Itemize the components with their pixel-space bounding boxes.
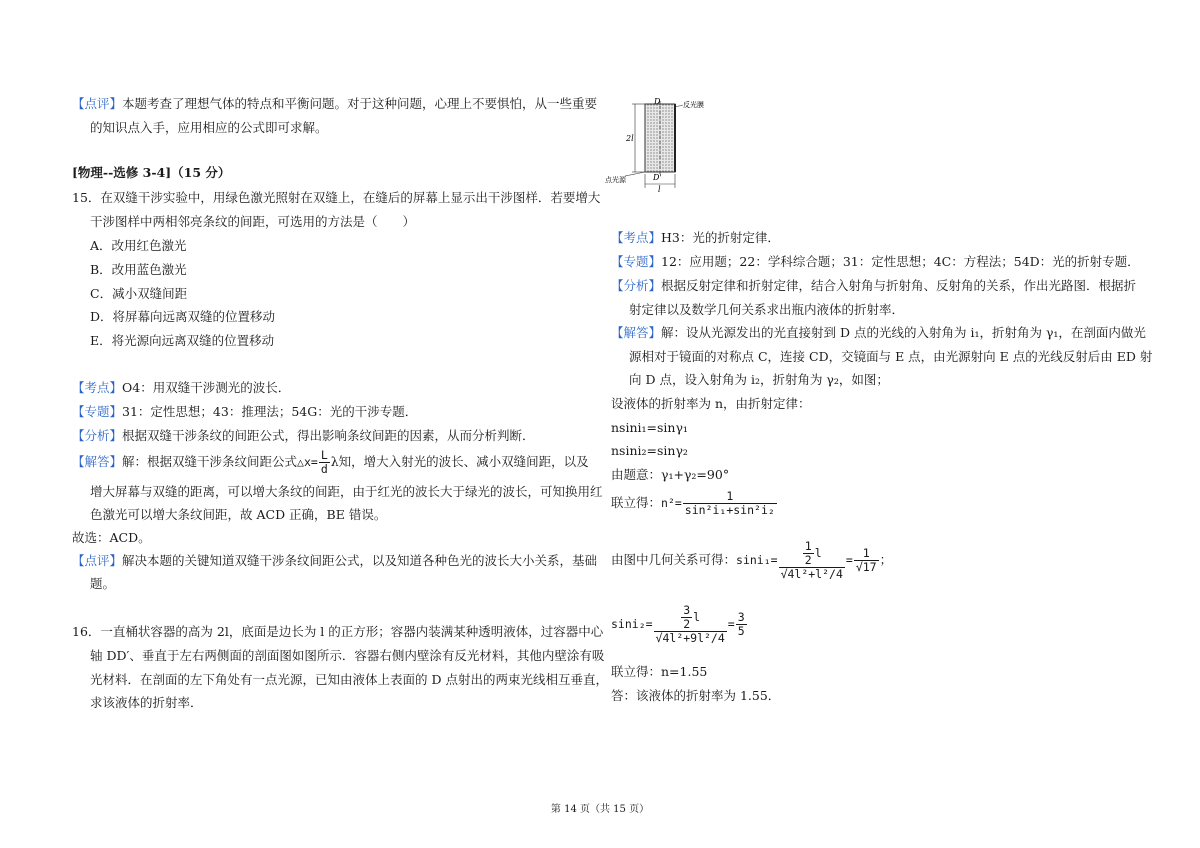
r-kaodian-text: H3：光的折射定律． <box>661 230 780 245</box>
q15-option-d: D．将屏幕向远离双缝的位置移动 <box>90 309 276 324</box>
page-footer: 第 14 页（共 15 页） <box>550 804 650 815</box>
formula-delta-x: △x= <box>297 455 318 469</box>
r-zhuanti-text: 12：应用题；22：学科综合题；31：定性思想；4C：方程法；54D：光的折射专题． <box>661 254 1140 269</box>
label-mirror: 反光膜 <box>683 101 704 109</box>
formula-sini1-fraction: $\frac{1}{2}$ l √4l²+l²/4 <box>780 539 843 581</box>
formula-sini1: sini₁= <box>736 553 778 567</box>
r-zhuanti-tag: 【专题】 <box>611 254 662 269</box>
q15-line2: 干涉图样中两相邻亮条纹的间距，可选用的方法是（ ） <box>90 214 416 229</box>
label-l: l <box>658 185 661 194</box>
r-jieda-text: 解：设从光源发出的光直接射到 D 点的光线的入射角为 i₁，折射角为 γ₁，在剖面内做光 <box>661 325 1146 340</box>
container-cross-section-figure <box>605 98 715 194</box>
r-line8-pre: 联立得： <box>611 495 662 510</box>
zhuanti-text: 31：定性思想；43：推理法；54G：光的干涉专题． <box>122 404 418 419</box>
jieda-line2: 增大屏幕与双缝的距离，可以增大条纹的间距，由于红光的波长大于绿光的波长，可知换用红 <box>90 484 603 499</box>
q15-option-a: A．改用红色激光 <box>90 238 187 253</box>
formula-sini2: sini₂= <box>611 617 653 631</box>
q16-line4: 求该液体的折射率． <box>90 695 203 710</box>
q16-line3: 光材料．在剖面的左下角处有一点光源，已知由液体上表面的 D 点射出的两束光线相互垂直， <box>90 672 608 687</box>
r-line4: 设液体的折射率为 n，由折射定律： <box>611 396 811 411</box>
r-jieda-line2: 源相对于镜面的对称点 C，连接 CD，交镜面与 E 点，由光源射向 E 点的光线反射后由 ED 射 <box>629 349 1153 364</box>
fenxi-tag: 【分析】 <box>72 428 123 443</box>
jieda-tag: 【解答】 <box>72 454 123 469</box>
r-fenxi-line2: 射定律以及数学几何关系求出瓶内液体的折射率． <box>629 302 905 317</box>
q15-line1: 15．在双缝干涉实验中，用绿色激光照射在双缝上，在缝后的屏幕上显示出干涉图样．若要增大 <box>72 190 601 205</box>
review-paragraph <box>72 96 597 112</box>
r-line6: nsini₂=sinγ₂ <box>611 443 688 458</box>
formula-n2-fraction: $\frac{1}{\text{sin²i₁+sin²i₂}}$ <box>684 489 775 517</box>
review-text-2: 的知识点入手，应用相应的公式即可求解。 <box>90 120 328 135</box>
jieda-line3: 色激光可以增大条纹间距，故 ACD 正确，BE 错误。 <box>90 507 387 522</box>
formula-sini2-fraction: $\frac{3}{2}$ l √4l²+9l²/4 <box>655 603 725 645</box>
formula-n2: n²= <box>661 496 682 510</box>
r-line9: 由图中几何关系可得：sini₁= $\frac{1}{2}$ l √4l²+l²/4 = $\frac{1}{√17}$ ； <box>611 539 893 581</box>
source-leader <box>625 172 645 176</box>
formula-three-fifths: $\frac{3}{5}$ <box>737 610 745 638</box>
fenxi-text: 根据双缝干涉条纹的间距公式，得出影响条纹间距的因素，从而分析判断． <box>122 428 535 443</box>
kaodian-line <box>72 380 290 396</box>
q15-option-e: E．将光源向远离双缝的位置移动 <box>90 333 275 348</box>
jieda-post: λ知，增大入射光的波长、减小双缝间距，以及 <box>330 454 589 469</box>
review-tag: 【点评】 <box>72 96 123 111</box>
r-kaodian-tag: 【考点】 <box>611 230 662 245</box>
reflective-film <box>674 104 676 172</box>
r-fenxi-text: 根据反射定律和折射定律，结合入射角与折射角、反射角的关系，作出光路图．根据折 <box>661 278 1137 293</box>
dianping-text: 解决本题的关键知道双缝干涉条纹间距公式，以及知道各种色光的波长大小关系，基础 <box>122 553 598 568</box>
dianping-line2: 题。 <box>90 576 116 591</box>
answer-line: 故选：ACD。 <box>72 530 151 545</box>
r-fenxi-line <box>611 278 1136 294</box>
kaodian-tag: 【考点】 <box>72 380 123 395</box>
r-line8 <box>611 490 778 517</box>
r-line10: sini₂= $\frac{3}{2}$ l √4l²+9l²/4 = $\frac{3}{5}$ <box>611 603 745 645</box>
zhuanti-tag: 【专题】 <box>72 404 123 419</box>
r-jieda-tag: 【解答】 <box>611 325 662 340</box>
formula-one-over-sqrt17: $\frac{1}{√17}$ <box>855 546 877 574</box>
r-line12: 答：该液体的折射率为 1.55． <box>611 688 781 703</box>
r-line7: 由题意：γ₁+γ₂=90° <box>611 467 730 482</box>
frac-three-halves: $\frac{3}{2}$ <box>683 603 691 631</box>
label-d-top: D <box>654 98 661 106</box>
q16-line1: 16．一直桶状容器的高为 2l，底面是边长为 l 的正方形；容器内装满某种透明液体，过容器中心 <box>72 624 604 639</box>
label-2l: 2l <box>626 134 634 143</box>
q16-line2: 轴 DD′、垂直于左右两侧面的剖面图如图所示．容器右侧内壁涂有反光材料，其他内壁涂有吸 <box>90 648 605 663</box>
label-d-bottom: D' <box>653 173 662 182</box>
r-jieda-line <box>611 325 1146 341</box>
kaodian-text: O4：用双缝干涉测光的波长． <box>122 380 291 395</box>
review-text: 本题考查了理想气体的特点和平衡问题。对于这种问题，心理上不要惧怕，从一些重要 <box>122 96 598 111</box>
label-source: 点光源 <box>605 176 626 184</box>
dianping-line <box>72 553 597 569</box>
r-jieda-line3: 向 D 点，设入射角为 i₂，折射角为 γ₂，如图； <box>629 372 889 387</box>
jieda-line1 <box>72 449 589 476</box>
formula-l-over-d: $\frac{L}{d}$ <box>320 448 328 476</box>
zhuanti-line <box>72 404 417 420</box>
q15-option-b: B．改用蓝色激光 <box>90 262 187 277</box>
r-line11: 联立得：n=1.55 <box>611 664 708 679</box>
r-kaodian-line <box>611 230 780 246</box>
q15-option-c: C．减小双缝间距 <box>90 286 188 301</box>
section-title: [物理--选修 3-4]（15 分） <box>72 165 231 180</box>
frac-half: $\frac{1}{2}$ <box>804 539 812 567</box>
dianping-tag: 【点评】 <box>72 553 123 568</box>
fenxi-line <box>72 428 535 444</box>
mirror-leader <box>675 105 683 107</box>
r-fenxi-tag: 【分析】 <box>611 278 662 293</box>
r-zhuanti-line <box>611 254 1140 270</box>
r-line5: nsini₁=sinγ₁ <box>611 420 688 435</box>
jieda-pre: 解：根据双缝干涉条纹间距公式 <box>122 454 298 469</box>
r-line9-pre: 由图中几何关系可得： <box>611 552 737 567</box>
